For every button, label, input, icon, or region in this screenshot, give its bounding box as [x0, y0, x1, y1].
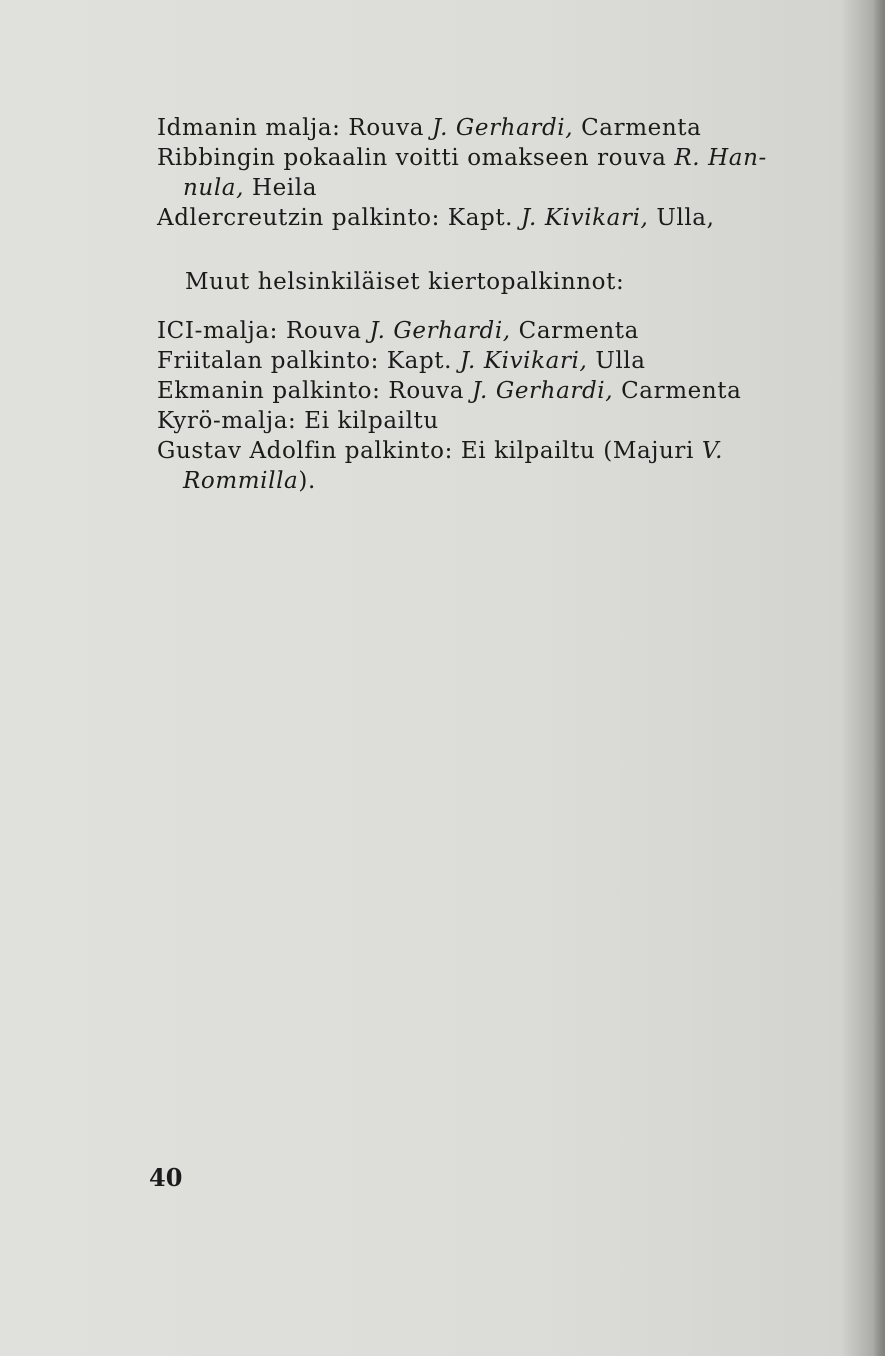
trophy-text: Ribbingin pokaalin voitti omakseen rouva: [157, 145, 667, 171]
trophy-label: ICI-malja:: [157, 318, 279, 344]
owner-name: Rommilla: [183, 468, 299, 494]
trophy-line-ici: [157, 317, 639, 345]
horse-name: Carmenta: [518, 318, 639, 344]
owner-title: Rouva: [388, 378, 465, 404]
trophy-label: Idmanin malja:: [157, 115, 341, 141]
horse-name: Ulla,: [656, 205, 715, 231]
trophy-text: Gustav Adolfin palkinto: Ei kilpailtu (Majuri: [157, 438, 694, 464]
trophy-line-adlercreutzin: [157, 204, 715, 232]
trophy-line-ribbingin: [157, 144, 767, 172]
trophy-line-ribbingin-cont: [183, 174, 317, 202]
owner-title: Kapt.: [386, 348, 453, 374]
show-through-text: [560, 540, 566, 562]
owner-title: Rouva: [348, 115, 425, 141]
owner-name: R. Han-: [674, 145, 767, 171]
trophy-line-friitalan: [157, 347, 646, 375]
horse-name: Carmenta: [581, 115, 702, 141]
owner-name: nula,: [183, 175, 245, 201]
owner-name: J. Kivikari,: [459, 348, 588, 374]
trophy-line-kyro: [157, 407, 439, 435]
horse-name: Heila: [251, 175, 318, 201]
owner-title: Rouva: [285, 318, 362, 344]
section-heading: Muut helsinkiläiset kiertopalkinnot:: [185, 269, 625, 295]
owner-name: V.: [701, 438, 724, 464]
owner-name: J. Gerhardi,: [472, 378, 614, 404]
closing-punctuation: ).: [298, 468, 316, 494]
trophy-line-gustav-adolfin: [157, 437, 723, 465]
horse-name: Ulla: [595, 348, 646, 374]
trophy-line-ekmanin: [157, 377, 741, 405]
page-number: 40: [149, 1163, 183, 1192]
trophy-line-gustav-adolfin-cont: [183, 467, 316, 495]
trophy-label: Adlercreutzin palkinto:: [157, 205, 440, 231]
trophy-label: Ekmanin palkinto:: [157, 378, 381, 404]
trophy-text: Kyrö-malja: Ei kilpailtu: [157, 408, 439, 434]
owner-title: Kapt.: [447, 205, 514, 231]
owner-name: J. Gerhardi,: [432, 115, 574, 141]
trophy-line-idmanin: [157, 114, 701, 142]
horse-name: Carmenta: [621, 378, 742, 404]
owner-name: J. Kivikari,: [521, 205, 649, 231]
page-edge-shadow: [873, 0, 885, 1356]
trophy-label: Friitalan palkinto:: [157, 348, 379, 374]
owner-name: J. Gerhardi,: [369, 318, 511, 344]
